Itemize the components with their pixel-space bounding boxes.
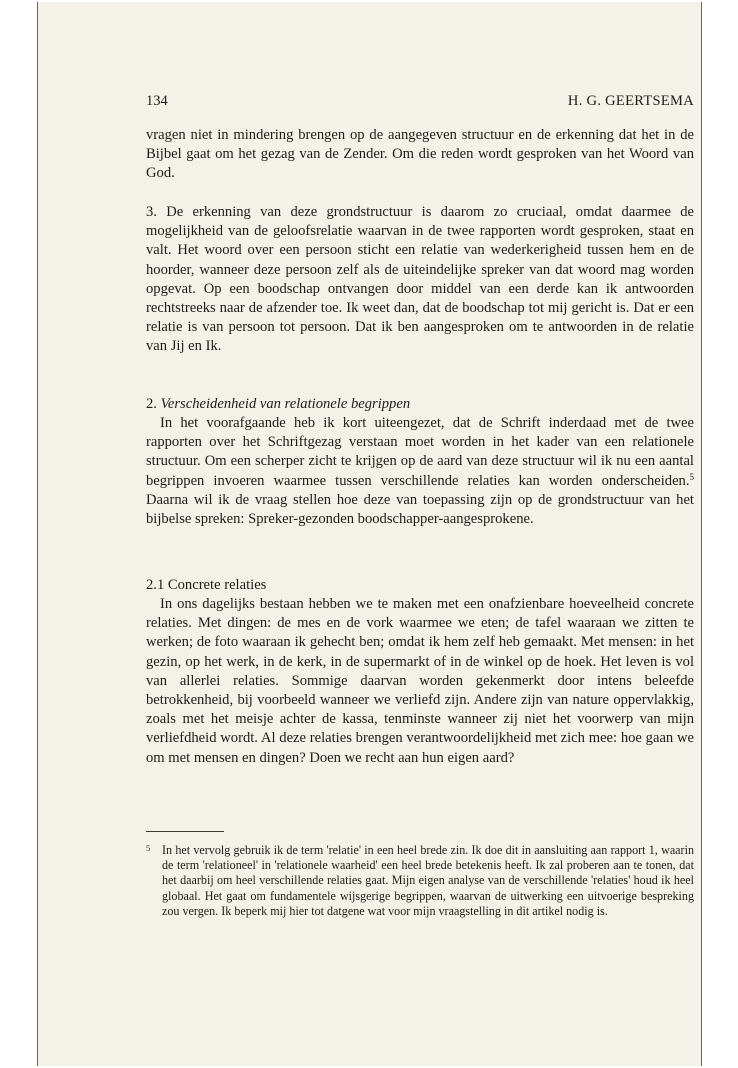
footnote-reference: 5: [689, 471, 694, 482]
footnote-mark: 5: [146, 843, 151, 853]
section-2-title: Verscheidenheid van relationele begrippen: [160, 396, 411, 412]
section-2-1-heading: 2.1 Concrete relaties: [146, 577, 267, 593]
section-2-heading: [146, 395, 410, 414]
book-page: [37, 2, 702, 1066]
paragraph-section-2-text-a: In het voorafgaande heb ik kort uiteengezet, dat de Schrift inderdaad met de twee rapporten over het Schriftgezag verstaan moet worden in het kader van een relationele structuur. Om een scherper zicht te krijgen op de aard van deze structuur wil ik nu een aantal begrippen invoeren waarmee tussen verschillende relaties kan worden onderscheiden.: [146, 415, 694, 489]
footnote-text: In het vervolg gebruik ik de term 'relatie' in een heel brede zin. Ik doe dit in aansluiting aan rapport 1, waarin de term 'relationeel' in 'relationele waarheid' een heel brede betekenis heeft. Ik zal proberen aan te tonen, dat het daarbij om heel verschillende relaties gaat. Mijn eigen analyse van de verschillende 'relaties' houd ik heel globaal. Het gaat om fundamentele wijsgerige begrippen, waarvan de uitwerking een uitvoerige bespreking zou vergen. Ik beperk mij hier tot datgene wat voor mijn vraagstelling in dit artikel nodig is.: [162, 843, 694, 918]
paragraph-point-3: 3. De erkenning van deze grondstructuur is daarom zo cruciaal, omdat daarmee de mogelijkheid van de geloofsrelatie waarvan in de twee rapporten wordt gesproken, staat en valt. Het woord over een persoon sticht een relatie van wederkerigheid tussen hem en de hoorder, wanneer deze persoon zelf als de uiteindelijke spreker van dat woord mag worden opgevat. Op een boodschap ontvangen door middel van een derde kan ik antwoorden rechtstreeks naar de afzender toe. Ik weet dan, dat de boodschap tot mij gericht is. Dat er een relatie is van persoon tot persoon. Dat ik ben aangesproken om te antwoorden in de relatie van Jij en Ik.: [146, 204, 694, 355]
paragraph-section-2: [146, 414, 694, 529]
section-2-number: 2.: [146, 396, 157, 412]
page-number: 134: [146, 93, 168, 109]
paragraph-concrete-relaties: In ons dagelijks bestaan hebben we te maken met een onafzienbare hoeveelheid concrete relaties. Met dingen: de mes en de vork waarmee we eten; de tafel waaraan we zitten te werken; de foto waaraan ik gehecht ben; omdat ik hem zelf heb gemaakt. Met mensen: in het gezin, op het werk, in de kerk, in de supermarkt of in de winkel op de hoek. Het leven is vol van allerlei relaties. Sommige daarvan worden gekenmerkt door intens beleefde betrokkenheid, bij voorbeeld wanneer we verliefd zijn. Andere zijn van nature oppervlakkig, zoals met het meisje achter de kassa, tenminste wanneer zij niet het voorwerp van mijn verliefdheid wordt. Al deze relaties brengen verantwoordelijkheid met zich mee: hoe gaan we om met mensen en dingen? Doen we recht aan hun eigen aard?: [146, 596, 694, 766]
paragraph-continuation: vragen niet in mindering brengen op de aangegeven structuur en de erkenning dat het in de Bijbel gaat om het gezag van de Zender. Om die reden wordt gesproken van het Woord van God.: [146, 127, 694, 182]
running-head: H. G. GEERTSEMA: [567, 93, 694, 109]
paragraph-section-2-text-b: Daarna wil ik de vraag stellen hoe deze van toepassing zijn op de grondstructuur van het bijbelse spreken: Spreker-gezonden boodschapper-aangesprokene.: [146, 491, 694, 528]
footnote-separator: [146, 831, 224, 832]
footnote: [146, 843, 694, 919]
